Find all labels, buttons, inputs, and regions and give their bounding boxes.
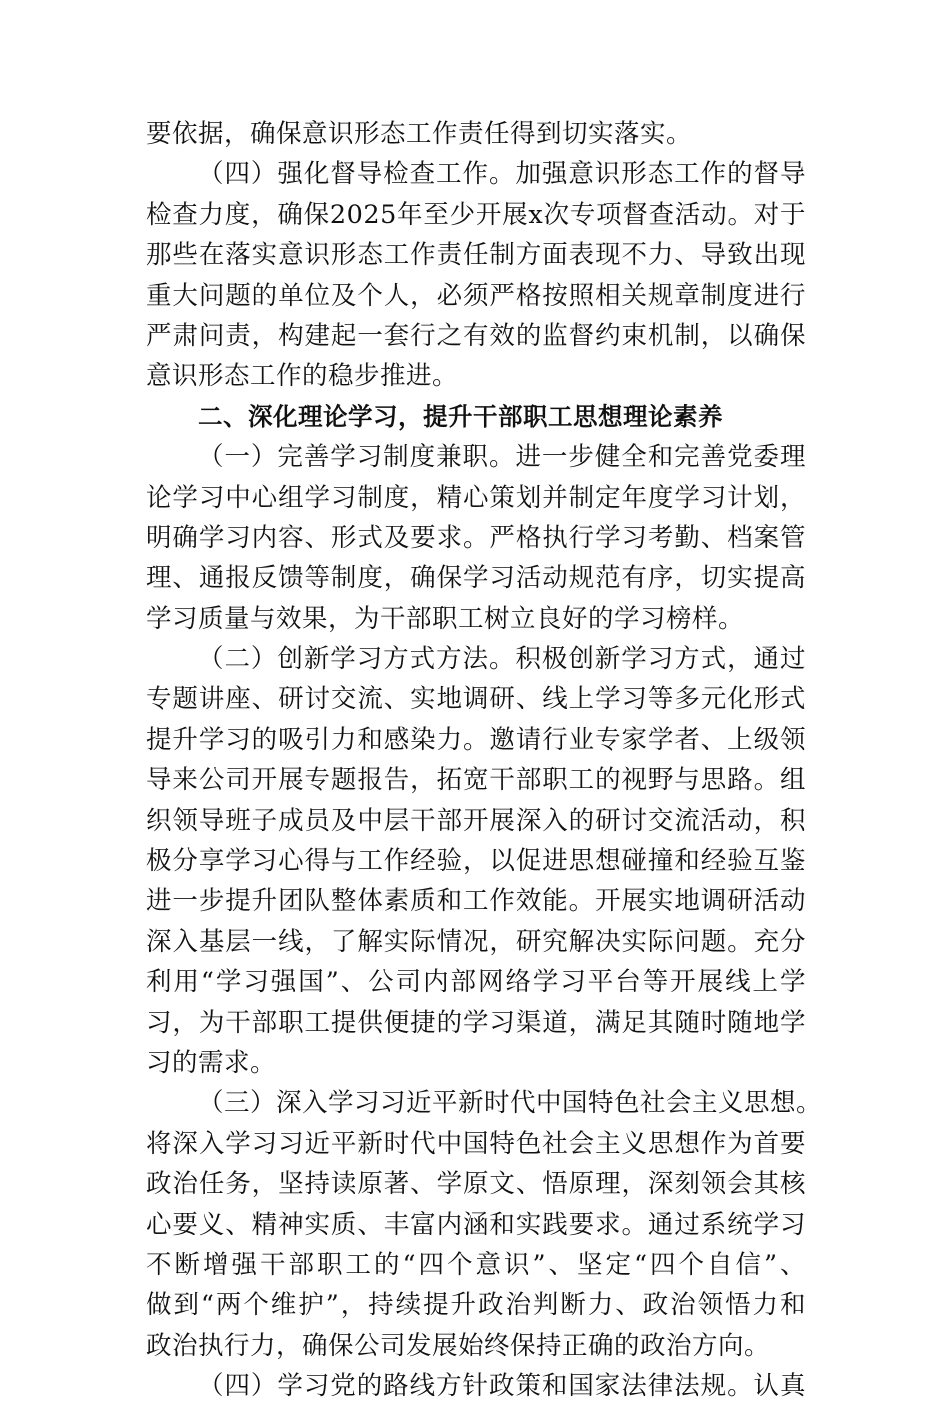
text-line: 将深入学习习近平新时代中国特色社会主义思想作为首要	[146, 1128, 806, 1159]
text-line: 心要义、精神实质、丰富内涵和实践要求。通过系统学习	[146, 1209, 806, 1240]
text-line: 极分享学习心得与工作经验，以促进思想碰撞和经验互鉴	[146, 846, 806, 877]
text-line: 提升学习的吸引力和感染力。邀请行业专家学者、上级领	[146, 724, 806, 755]
text-line: 利用“学习强国”、公司内部网络学习平台等开展线上学	[146, 967, 806, 998]
text-line: 那些在落实意识形态工作责任制方面表现不力、导致出现	[146, 240, 806, 271]
text-line: （一）完善学习制度兼职。进一步健全和完善党委理	[198, 442, 806, 473]
text-line: 做到“两个维护”，持续提升政治判断力、政治领悟力和	[146, 1290, 806, 1321]
text-line: （四）学习党的路线方针政策和国家法律法规。认真	[198, 1371, 806, 1402]
text-line: 深入基层一线，了解实际情况，研究解决实际问题。充分	[146, 926, 806, 957]
text-line: 检查力度，确保2025年至少开展x次专项督查活动。对于	[146, 199, 806, 230]
text-line: 要依据，确保意识形态工作责任得到切实落实。	[146, 119, 693, 149]
text-line: 政治任务，坚持读原著、学原文、悟原理，深刻领会其核	[146, 1169, 806, 1200]
text-line: 意识形态工作的稳步推进。	[146, 361, 459, 392]
text-line: （二）创新学习方式方法。积极创新学习方式，通过	[198, 644, 806, 675]
document-body	[146, 114, 823, 1407]
text-line: 理、通报反馈等制度，确保学习活动规范有序，切实提高	[146, 563, 806, 594]
text-line: （四）强化督导检查工作。加强意识形态工作的督导	[198, 159, 806, 190]
text-line: 习的需求。	[146, 1047, 277, 1078]
text-line: 明确学习内容、形式及要求。严格执行学习考勤、档案管	[146, 522, 806, 553]
text-line: 导来公司开展专题报告，拓宽干部职工的视野与思路。组	[146, 765, 806, 796]
text-line: 进一步提升团队整体素质和工作效能。开展实地调研活动	[146, 886, 806, 917]
text-line: 专题讲座、研讨交流、实地调研、线上学习等多元化形式	[146, 684, 806, 715]
text-line: 重大问题的单位及个人，必须严格按照相关规章制度进行	[146, 280, 806, 311]
section-heading: 二、深化理论学习，提升干部职工思想理论素养	[198, 401, 723, 431]
text-line: 不断增强干部职工的“四个意识”、坚定“四个自信”、	[146, 1249, 806, 1280]
text-line: 习，为干部职工提供便捷的学习渠道，满足其随时随地学	[146, 1007, 806, 1038]
text-line: 学习质量与效果，为干部职工树立良好的学习榜样。	[146, 603, 745, 634]
text-line: 织领导班子成员及中层干部开展深入的研讨交流活动，积	[146, 805, 806, 836]
text-line: （三）深入学习习近平新时代中国特色社会主义思想。	[198, 1088, 823, 1119]
text-line: 严肃问责，构建起一套行之有效的监督约束机制，以确保	[146, 320, 806, 351]
text-line: 政治执行力，确保公司发展始终保持正确的政治方向。	[146, 1330, 771, 1361]
text-line: 论学习中心组学习制度，精心策划并制定年度学习计划，	[146, 482, 806, 513]
